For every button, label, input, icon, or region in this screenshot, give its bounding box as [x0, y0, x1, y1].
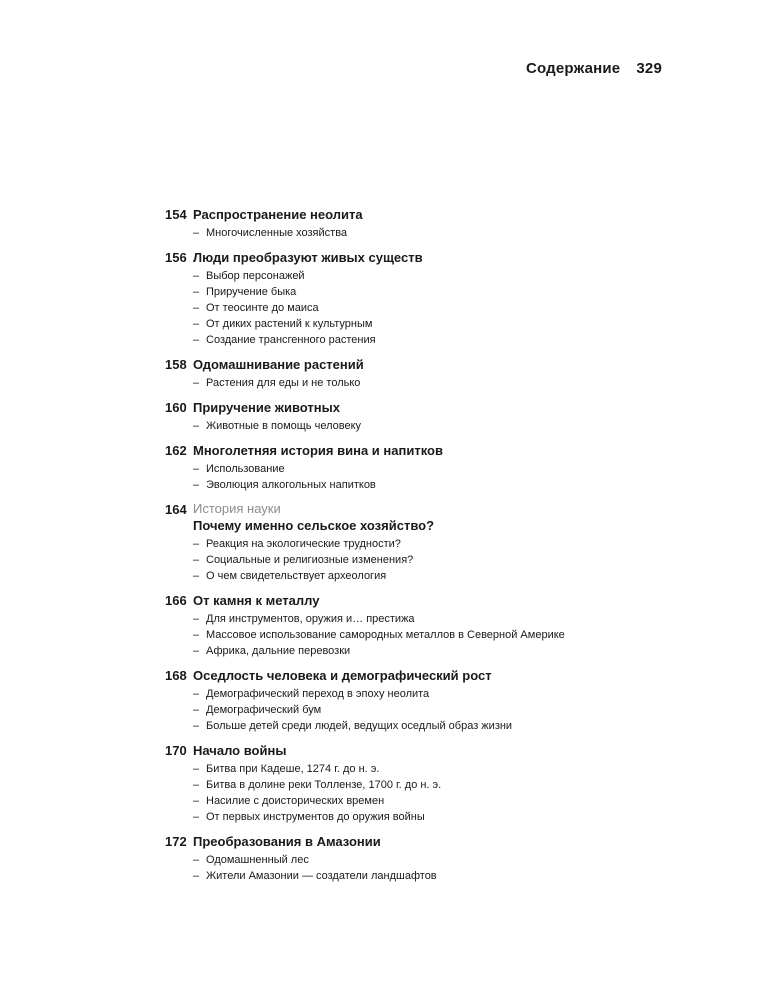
dash-bullet: – — [193, 463, 200, 475]
subitem-text: Жители Амазонии — создатели ландшафтов — [206, 870, 437, 882]
entry-body — [193, 833, 670, 884]
subitem-text: Одомашненный лес — [206, 854, 309, 866]
toc-entry — [165, 501, 670, 584]
toc-entry — [165, 399, 670, 434]
toc-subitem — [193, 375, 670, 391]
dash-bullet: – — [193, 645, 200, 657]
entry-body — [193, 742, 670, 825]
entry-body — [193, 399, 670, 434]
toc-subitem — [193, 627, 670, 643]
dash-bullet: – — [193, 420, 200, 432]
toc-subitem — [193, 761, 670, 777]
entry-page-number: 168 — [165, 668, 187, 683]
dash-bullet: – — [193, 377, 200, 389]
subitem-text: Использование — [206, 463, 285, 475]
dash-bullet: – — [193, 811, 200, 823]
entry-kicker: История науки — [193, 501, 281, 516]
dash-bullet: – — [193, 227, 200, 239]
subitem-text: Насилие с доисторических времен — [206, 795, 385, 807]
dash-bullet: – — [193, 854, 200, 866]
entry-title: Одомашнивание растений — [193, 357, 364, 372]
entry-page-number: 154 — [165, 207, 187, 222]
toc-subitem — [193, 268, 670, 284]
toc-entry — [165, 742, 670, 825]
dash-bullet: – — [193, 779, 200, 791]
entry-body — [193, 356, 670, 391]
subitem-text: Больше детей среди людей, ведущих оседлый образ жизни — [206, 720, 513, 732]
entry-page-number: 172 — [165, 834, 187, 849]
entry-title: Оседлость человека и демографический рост — [193, 668, 492, 683]
entry-page-number: 164 — [165, 502, 187, 517]
toc-subitem — [193, 718, 670, 734]
dash-bullet: – — [193, 870, 200, 882]
dash-bullet: – — [193, 613, 200, 625]
subitem-text: О чем свидетельствует археология — [206, 570, 387, 582]
toc-list — [165, 206, 670, 892]
subitem-text: Приручение быка — [206, 286, 297, 298]
toc-subitem — [193, 702, 670, 718]
toc-subitem — [193, 225, 670, 241]
toc-entry — [165, 833, 670, 884]
subitem-text: Животные в помощь человеку — [206, 420, 361, 432]
subitem-text: От диких растений к культурным — [206, 318, 373, 330]
dash-bullet: – — [193, 334, 200, 346]
toc-entry — [165, 249, 670, 348]
entry-body — [193, 592, 670, 659]
dash-bullet: – — [193, 318, 200, 330]
toc-subitem — [193, 418, 670, 434]
entry-title: Преобразования в Амазонии — [193, 834, 381, 849]
dash-bullet: – — [193, 538, 200, 550]
toc-subitem — [193, 868, 670, 884]
toc-subitem — [193, 536, 670, 552]
entry-title: Приручение животных — [193, 400, 340, 415]
dash-bullet: – — [193, 286, 200, 298]
folio-page-number: 329 — [636, 60, 662, 77]
dash-bullet: – — [193, 704, 200, 716]
entry-body — [193, 206, 670, 241]
toc-entry — [165, 592, 670, 659]
toc-entry — [165, 667, 670, 734]
subitem-text: Эволюция алкогольных напитков — [206, 479, 376, 491]
entry-title: Почему именно сельское хозяйство? — [193, 518, 435, 533]
entry-body — [193, 501, 670, 584]
subitem-text: Массовое использование самородных металлов в Северной Америке — [206, 629, 565, 641]
entry-body — [193, 667, 670, 734]
dash-bullet: – — [193, 479, 200, 491]
dash-bullet: – — [193, 554, 200, 566]
toc-entry — [165, 442, 670, 493]
entry-body — [193, 442, 670, 493]
toc-subitem — [193, 332, 670, 348]
entry-title: Многолетняя история вина и напитков — [193, 443, 443, 458]
subitem-text: От теосинте до маиса — [206, 302, 319, 314]
toc-subitem — [193, 568, 670, 584]
toc-subitem — [193, 777, 670, 793]
dash-bullet: – — [193, 763, 200, 775]
subitem-text: Выбор персонажей — [206, 270, 305, 282]
subitem-text: Реакция на экологические трудности? — [206, 538, 401, 550]
entry-title: Распространение неолита — [193, 207, 363, 222]
toc-subitem — [193, 643, 670, 659]
toc-subitem — [193, 552, 670, 568]
toc-subitem — [193, 852, 670, 868]
subitem-text: Социальные и религиозные изменения? — [206, 554, 414, 566]
subitem-text: Для инструментов, оружия и… престижа — [206, 613, 415, 625]
entry-title: Люди преобразуют живых существ — [193, 250, 423, 265]
entry-title: От камня к металлу — [193, 593, 320, 608]
dash-bullet: – — [193, 570, 200, 582]
subitem-text: Создание трансгенного растения — [206, 334, 376, 346]
subitem-text: Демографический бум — [206, 704, 322, 716]
toc-entry — [165, 206, 670, 241]
subitem-text: Многочисленные хозяйства — [206, 227, 348, 239]
dash-bullet: – — [193, 688, 200, 700]
toc-subitem — [193, 611, 670, 627]
subitem-text: Демографический переход в эпоху неолита — [206, 688, 430, 700]
subitem-text: Битва при Кадеше, 1274 г. до н. э. — [206, 763, 380, 775]
toc-subitem — [193, 300, 670, 316]
subitem-text: Растения для еды и не только — [206, 377, 361, 389]
subitem-text: От первых инструментов до оружия войны — [206, 811, 425, 823]
entry-page-number: 156 — [165, 250, 187, 265]
toc-subitem — [193, 461, 670, 477]
toc-subitem — [193, 793, 670, 809]
dash-bullet: – — [193, 270, 200, 282]
entry-page-number: 158 — [165, 357, 187, 372]
entry-page-number: 162 — [165, 443, 187, 458]
subitem-text: Африка, дальние перевозки — [206, 645, 351, 657]
dash-bullet: – — [193, 302, 200, 314]
toc-subitem — [193, 809, 670, 825]
toc-subitem — [193, 477, 670, 493]
dash-bullet: – — [193, 629, 200, 641]
toc-entry — [165, 356, 670, 391]
running-head — [526, 60, 662, 77]
dash-bullet: – — [193, 720, 200, 732]
toc-subitem — [193, 316, 670, 332]
toc-subitem — [193, 284, 670, 300]
dash-bullet: – — [193, 795, 200, 807]
page-title: Содержание — [525, 60, 621, 77]
toc-subitem — [193, 686, 670, 702]
entry-page-number: 166 — [165, 593, 187, 608]
subitem-text: Битва в долине реки Толлензе, 1700 г. до н. э. — [206, 779, 442, 791]
entry-body — [193, 249, 670, 348]
entry-page-number: 170 — [165, 743, 187, 758]
entry-page-number: 160 — [165, 400, 187, 415]
entry-title: Начало войны — [193, 743, 287, 758]
